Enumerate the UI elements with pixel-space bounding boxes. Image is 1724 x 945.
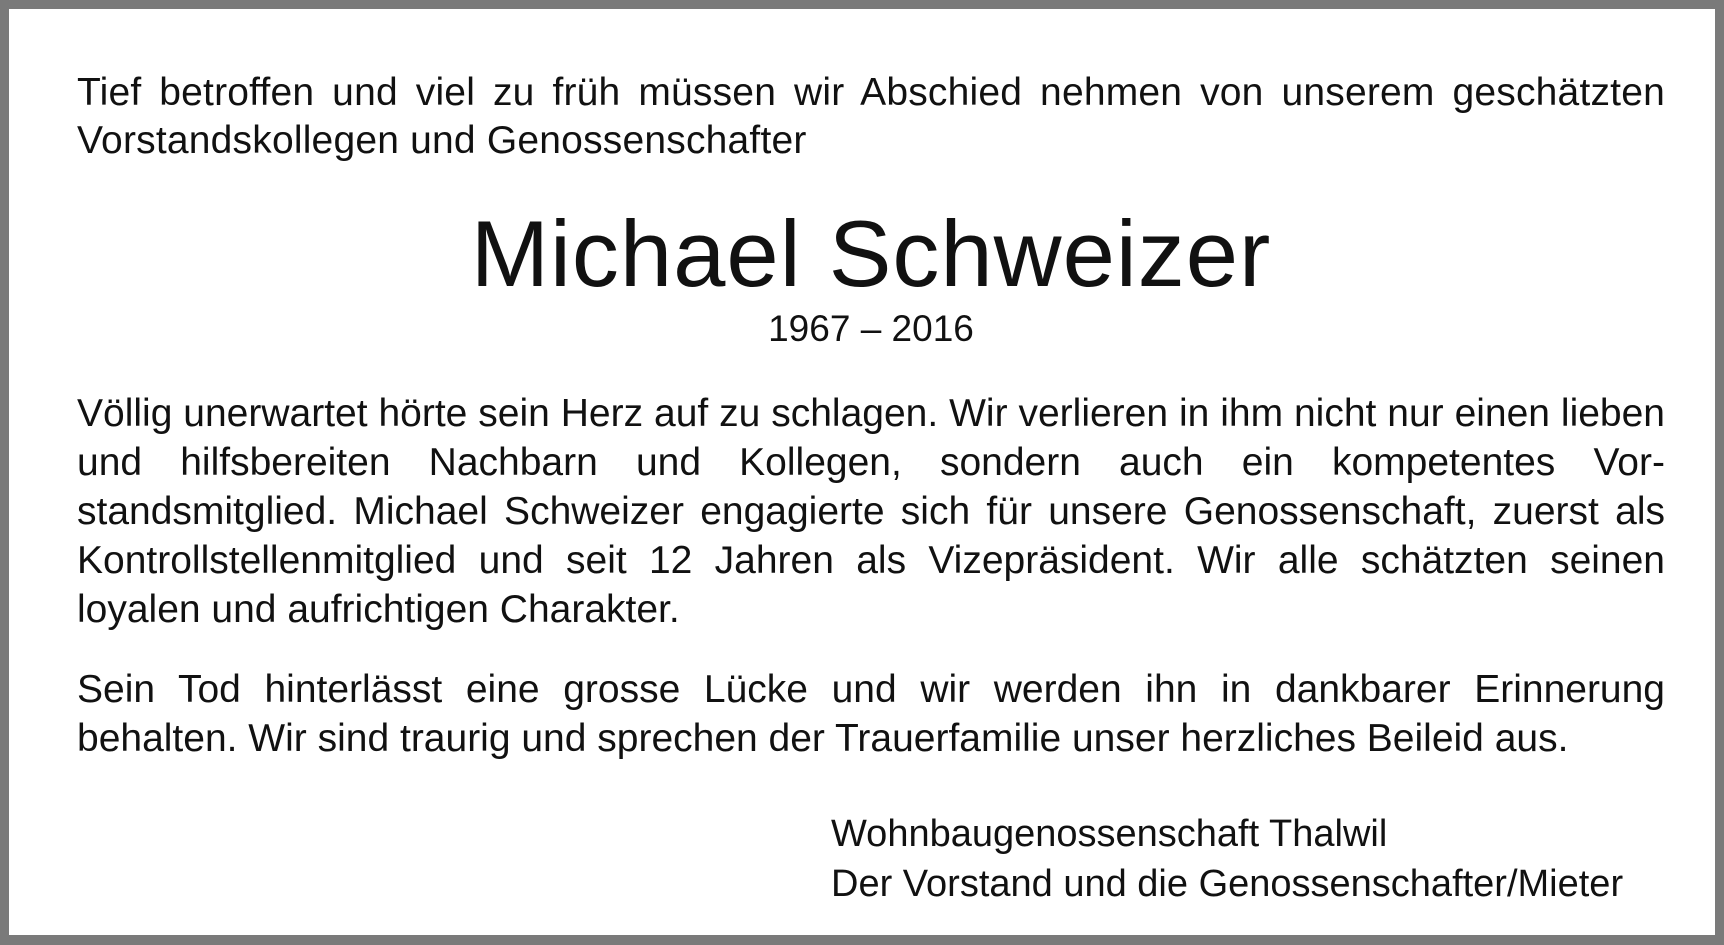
- life-years: 1967 – 2016: [768, 308, 974, 349]
- signature-block: [831, 809, 1623, 909]
- deceased-name: Michael Schweizer: [470, 201, 1272, 306]
- signature-board: Der Vorstand und die Genossenschafter/Mieter: [831, 863, 1624, 905]
- condolence-paragraph: Sein Tod hinterlässt eine grosse Lücke und wir werden ihn in dankbarer Erinnerung behalten. Wir sind traurig und sprechen der Trauerfamilie unser herzliches Beileid aus.: [77, 668, 1665, 760]
- signature-organization: Wohnbaugenossenschaft Thalwil: [831, 813, 1388, 855]
- intro-text: Tief betroffen und viel zu früh müssen wir Abschied nehmen von unserem geschätzten Vorstandskollegen und Genossenschafter: [77, 71, 1665, 162]
- tribute-paragraph: Völlig unerwartet hörte sein Herz auf zu schlagen. Wir verlieren in ihm nicht nur einen lieben und hilfsbereiten Nachbarn und Kollegen, sondern auch ein kompetentes Vorstandsmitglied. Michael Schweizer engagierte sich für unsere Genossenschaft, zuerst als Kontrollstellenmitglied und seit 12 Jahren als Vizepräsident. Wir alle schätzten seinen loyalen und aufrichtigen Charakter.: [77, 392, 1665, 631]
